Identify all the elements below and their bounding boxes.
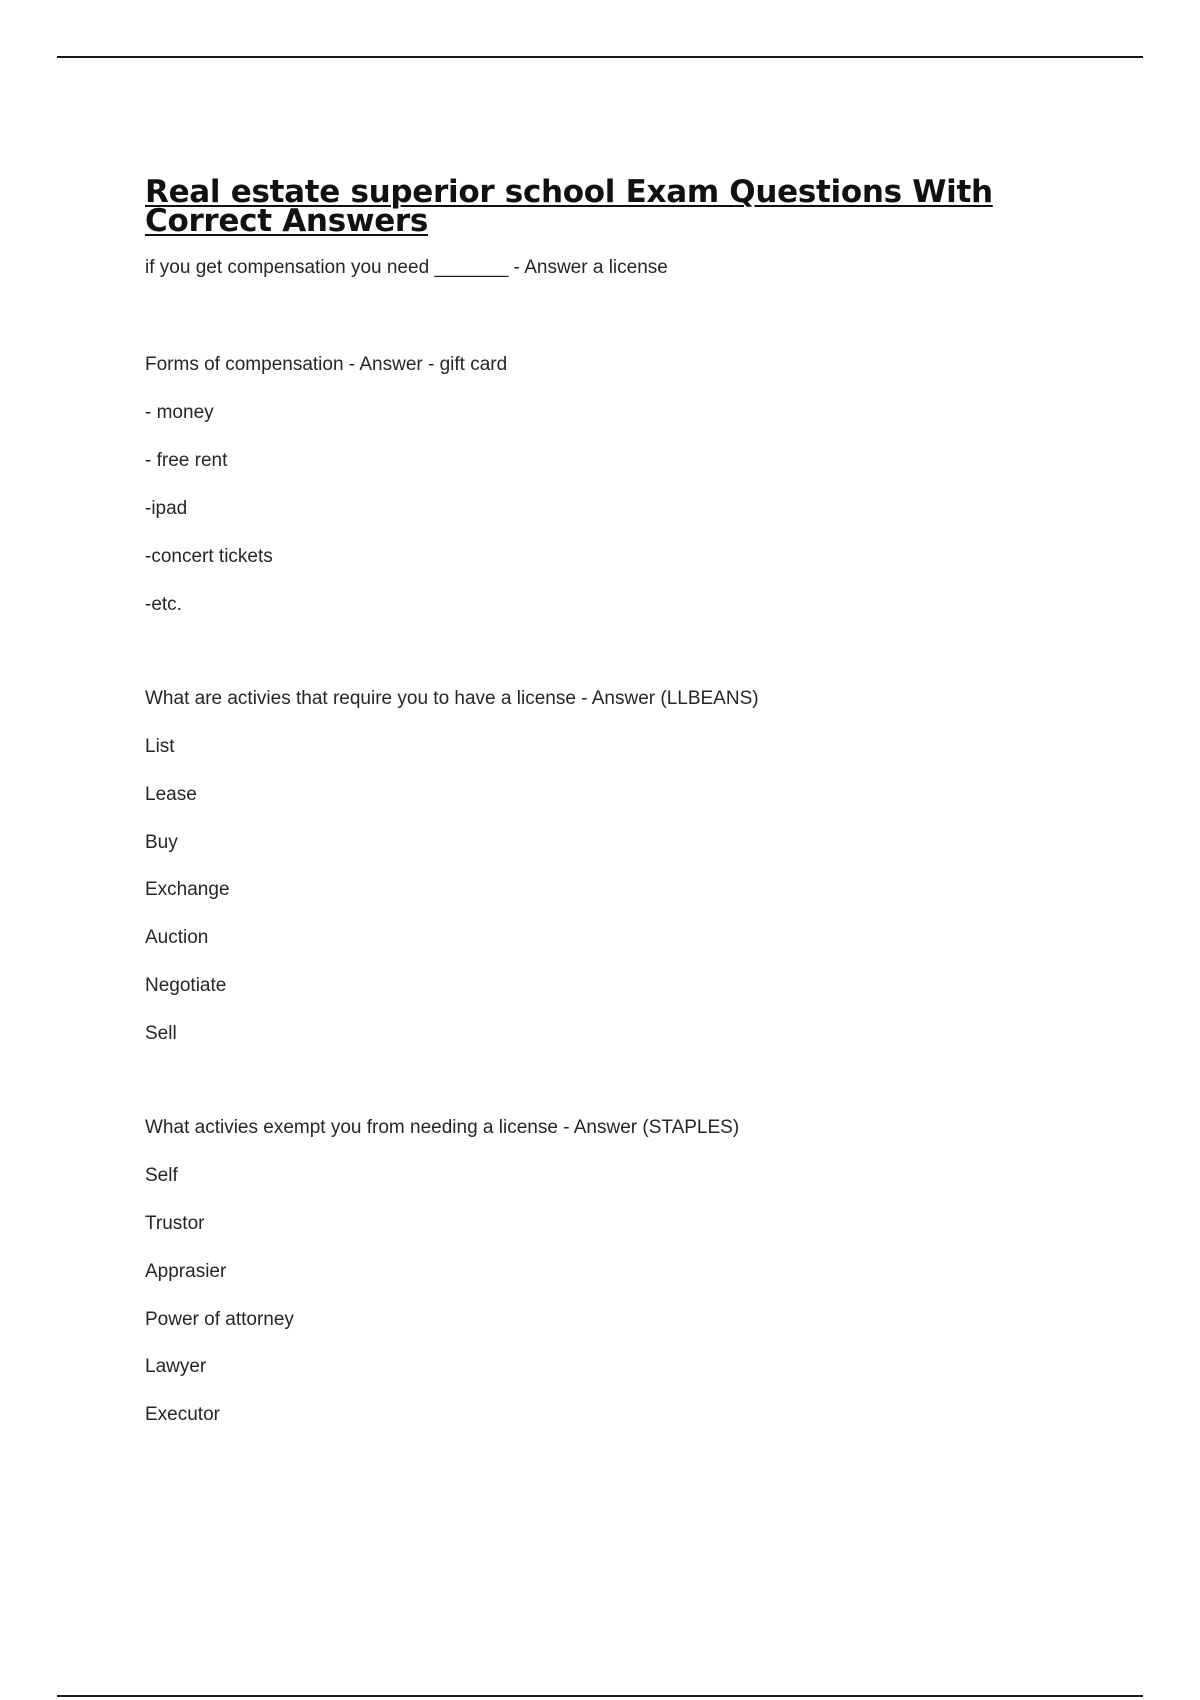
answer-item: List [145,736,175,757]
answer-item: - free rent [145,450,228,471]
document-title [145,174,1105,239]
answer-item: Power of attorney [145,1309,294,1330]
document-body [145,174,1105,1427]
answer-item: -etc. [145,594,182,615]
answer-item: - money [145,402,214,423]
answer-item: Exchange [145,879,230,900]
answer-item: Apprasier [145,1261,227,1282]
answer-item: -ipad [145,498,188,519]
question-compensation-license: if you get compensation you need _______ - Answer a license [145,257,668,278]
answer-item: Executor [145,1404,220,1425]
answer-item: Buy [145,832,178,853]
answer-item: -concert tickets [145,546,273,567]
answer-item: Self [145,1165,178,1186]
question-activities-require-license: What are activies that require you to have a license - Answer (LLBEANS) [145,688,759,709]
title-line-2: Correct Answers [145,203,429,239]
question-activities-exempt-license: What activies exempt you from needing a license - Answer (STAPLES) [145,1117,740,1138]
answer-item: Trustor [145,1213,205,1234]
answer-item: Auction [145,927,209,948]
header-rule [57,56,1143,58]
title-line-1: Real estate superior school Exam Questions With [145,174,993,210]
answer-item: Lawyer [145,1356,207,1377]
answer-item: Lease [145,784,197,805]
answer-item: Negotiate [145,975,227,996]
answer-item: Sell [145,1023,177,1044]
question-forms-of-compensation: Forms of compensation - Answer - gift card [145,354,508,375]
footer-rule [57,1695,1143,1697]
